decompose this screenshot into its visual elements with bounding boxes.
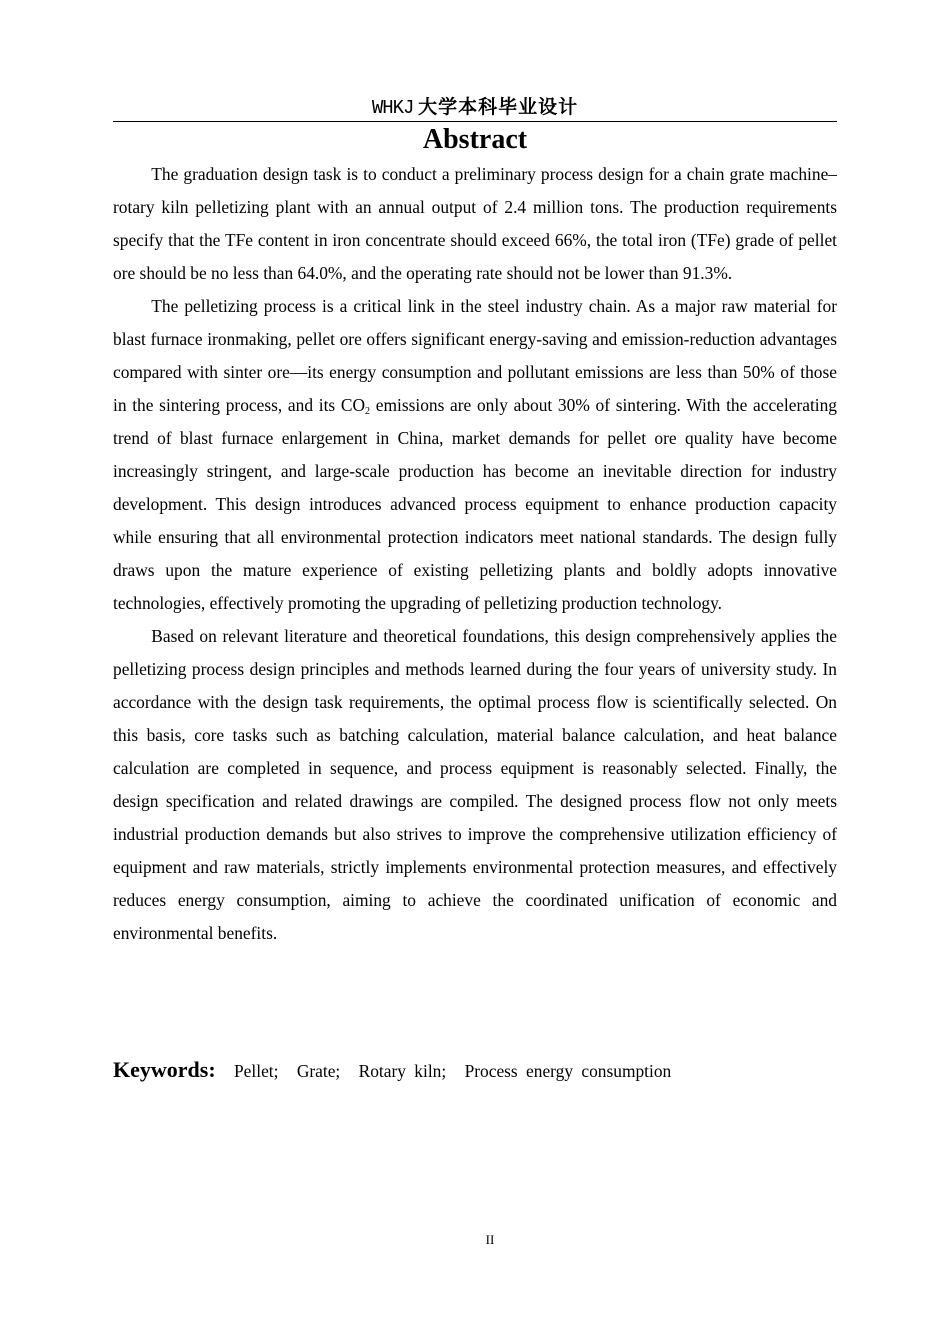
paragraph-2-part-a: The pelletizing process is a critical link in the steel industry chain. As a major raw material for blast furnace ironmaking, pellet ore offers significant energy-saving and emission-reduction advantages compared with sinter ore—its energy consumption and pollutant emissions are less than 50% of those in the sintering process, and its CO — [113, 296, 837, 415]
keyword-item: Rotary kiln; — [358, 1061, 447, 1081]
page-header — [113, 94, 837, 122]
paragraph-2-part-b: emissions are only about 30% of sintering. With the accelerating trend of blast furnace enlargement in China, market demands for pellet ore quality have become increasingly stringent, and large-scale production has become an inevitable direction for industry development. This design introduces advanced process equipment to enhance production capacity while ensuring that all environmental protection indicators meet national standards. The design fully draws upon the mature experience of existing pelletizing plants and boldly adopts innovative technologies, effectively promoting the upgrading of pelletizing production technology. — [113, 395, 838, 613]
keyword-item: Grate; — [296, 1061, 341, 1081]
co2-subscript: 2 — [365, 406, 371, 417]
keywords-label: Keywords: — [113, 1057, 216, 1082]
keywords-line — [113, 1053, 837, 1088]
header-latin: WHKJ — [371, 97, 414, 119]
keyword-item: Pellet; — [234, 1061, 279, 1081]
paragraph-3: Based on relevant literature and theoretical foundations, this design comprehensively applies the pelletizing process design principles and methods learned during the four years of university study. In accordance with the design task requirements, the optimal process flow is scientifically selected. On this basis, core tasks such as batching calculation, material balance calculation, and heat balance calculation are completed in sequence, and process equipment is reasonably selected. Finally, the design specification and related drawings are compiled. The designed process flow not only meets industrial production demands but also strives to improve the comprehensive utilization efficiency of equipment and raw materials, strictly implements environmental protection measures, and effectively reduces energy consumption, aiming to achieve the coordinated unification of economic and environmental benefits. — [113, 626, 837, 943]
abstract-title: Abstract — [422, 124, 528, 155]
paragraph-2 — [113, 290, 837, 620]
paragraph-1: The graduation design task is to conduct a preliminary process design for a chain grate machine–rotary kiln pelletizing plant with an annual output of 2.4 million tons. The production requirements specify that the TFe content in iron concentrate should exceed 66%, the total iron (TFe) grade of pellet ore should be no less than 64.0%, and the operating rate should not be lower than 91.3%. — [113, 164, 837, 283]
header-cjk: 大学本科毕业设计 — [418, 96, 579, 118]
abstract-body — [113, 158, 837, 950]
keyword-item: Process energy consumption — [464, 1061, 672, 1081]
page-number: II — [485, 1232, 495, 1247]
